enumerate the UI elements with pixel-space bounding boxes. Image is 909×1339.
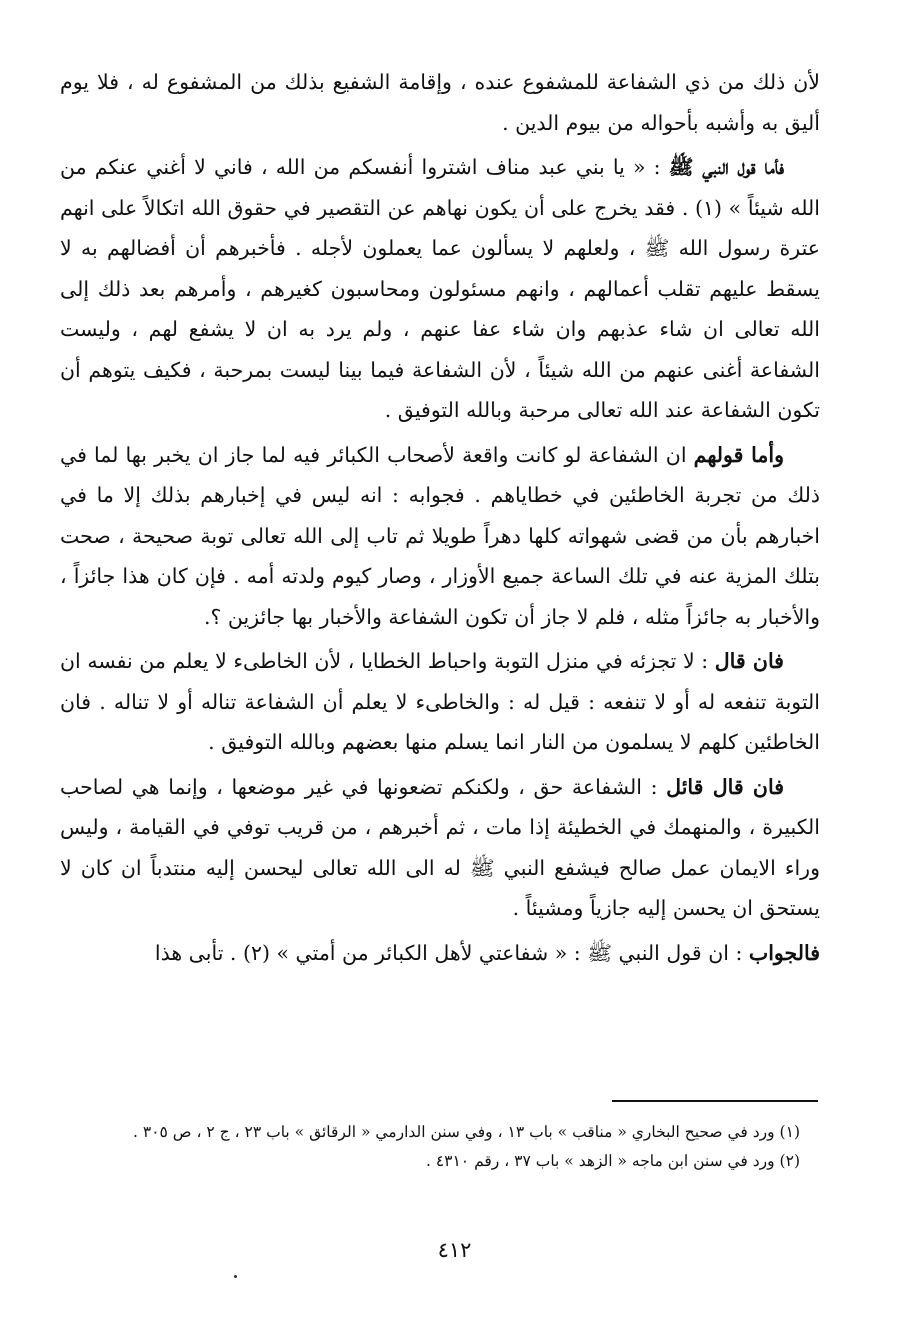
paragraph-lead: فان قال قائل bbox=[666, 774, 784, 799]
paragraph-lead: فالجواب bbox=[748, 940, 820, 965]
page-body bbox=[60, 62, 820, 973]
paragraph-lead: فأما قول النبي ﷺ bbox=[668, 155, 784, 179]
paragraph-text: : ان قول النبي ﷺ : « شفاعتي لأهل الكبائر من أمتي » (٢) . تأبى هذا bbox=[154, 940, 749, 965]
paragraph-1 bbox=[60, 62, 820, 143]
paragraph-text: لأن ذلك من ذي الشفاعة للمشفوع عنده ، وإقامة الشفيع بذلك من المشفوع له ، فلا يوم أليق به وأشبه بأحواله من بيوم الدين . bbox=[60, 70, 820, 135]
paragraph-lead: فان قال bbox=[714, 649, 784, 673]
ink-speck bbox=[234, 1275, 237, 1278]
paragraph-3 bbox=[60, 435, 820, 638]
footnote-1: (١) ورد في صحيح البخاري « مناقب » باب ١٣ ، وفي سنن الدارمي « الرقائق » باب ٢٣ ، ج ٢ ، ص ٣٠٥ . bbox=[133, 1123, 800, 1141]
paragraph-4 bbox=[60, 641, 820, 763]
paragraph-text: ان الشفاعة لو كانت واقعة لأصحاب الكبائر فيه لما جاز ان يخبر بها لما في ذلك من تجربة الخاطئين في خطاياهم . فجوابه : انه ليس في إخبارهم بذلك إلا ما في اخبارهم بأن من قضى شهواته كلها دهراً طويلا ثم تاب إلى الله تعالى توبة صحيحة ، صحت بتلك المزية عنه في تلك الساعة جميع الأوزار ، وصار كيوم ولدته أمه . فإن كان هذا جائزاً ، والأخبار به جائزاً مثله ، فلم لا جاز أن تكون الشفاعة والأخبار بها جائزين ؟. bbox=[60, 442, 820, 629]
footnotes bbox=[80, 1118, 800, 1176]
paragraph-text: : لا تجزئه في منزل التوبة واحباط الخطايا ، لأن الخاطىء لا يعلم من نفسه ان التوبة تنفعه له أو لا تنفعه : قيل له : والخاطىء لا يعلم أن الشفاعة تناله أو لا تناله . فان الخاطئين كلهم لا يسلمون من النار انما يسلم منها بعضهم وبالله التوفيق . bbox=[60, 649, 820, 754]
paragraph-lead: وأما قولهم bbox=[693, 442, 784, 467]
paragraph-5 bbox=[60, 767, 820, 929]
footnote-divider bbox=[612, 1100, 818, 1102]
paragraph-6 bbox=[60, 933, 820, 974]
paragraph-text: : « يا بني عبد مناف اشتروا أنفسكم من الله ، فاني لا أغني عنكم من الله شيئاً » (١) . فقد يخرج على أن يكون نهاهم عن التقصير في حقوق الله اتكالاً على انهم عترة رسول الله ﷺ ، ولعلهم لا يسألون عما يعملون لأجله . فأخبرهم أن أفضالهم به لا يسقط عليهم تقلب أعمالهم ، وانهم مسئولون ومحاسبون كغيرهم ، وأمرهم بعد ذلك إلى الله تعالى ان شاء عذبهم وان شاء عفا عنهم ، ولم يرد به ان لا يشفع لهم ، وليست الشفاعة أغنى عنهم من الله شيئاً ، لأن الشفاعة فيما بينا ليست بمرحبة ، فكيف يتوهم أن تكون الشفاعة عند الله تعالى مرحبة وبالله التوفيق . bbox=[60, 155, 820, 422]
paragraph-2 bbox=[60, 147, 820, 431]
page-number: ٤١٢ bbox=[437, 1238, 472, 1262]
footnote-2: (٢) ورد في سنن ابن ماجه « الزهد » باب ٣٧ ، رقم ٤٣١٠ . bbox=[425, 1152, 800, 1170]
paragraph-text: : الشفاعة حق ، ولكنكم تضعونها في غير موضعها ، وإنما هي لصاحب الكبيرة ، والمنهمك في الخطيئة إذا مات ، ثم أخبرهم ، من قريب توفي في القيامة ، وليس وراء الايمان عمل صالح فيشفع النبي ﷺ له الى الله تعالى ليحسن إليه منتدباً ان كان لا يستحق ان يحسن إليه جازياً ومشيئاً . bbox=[60, 774, 820, 920]
